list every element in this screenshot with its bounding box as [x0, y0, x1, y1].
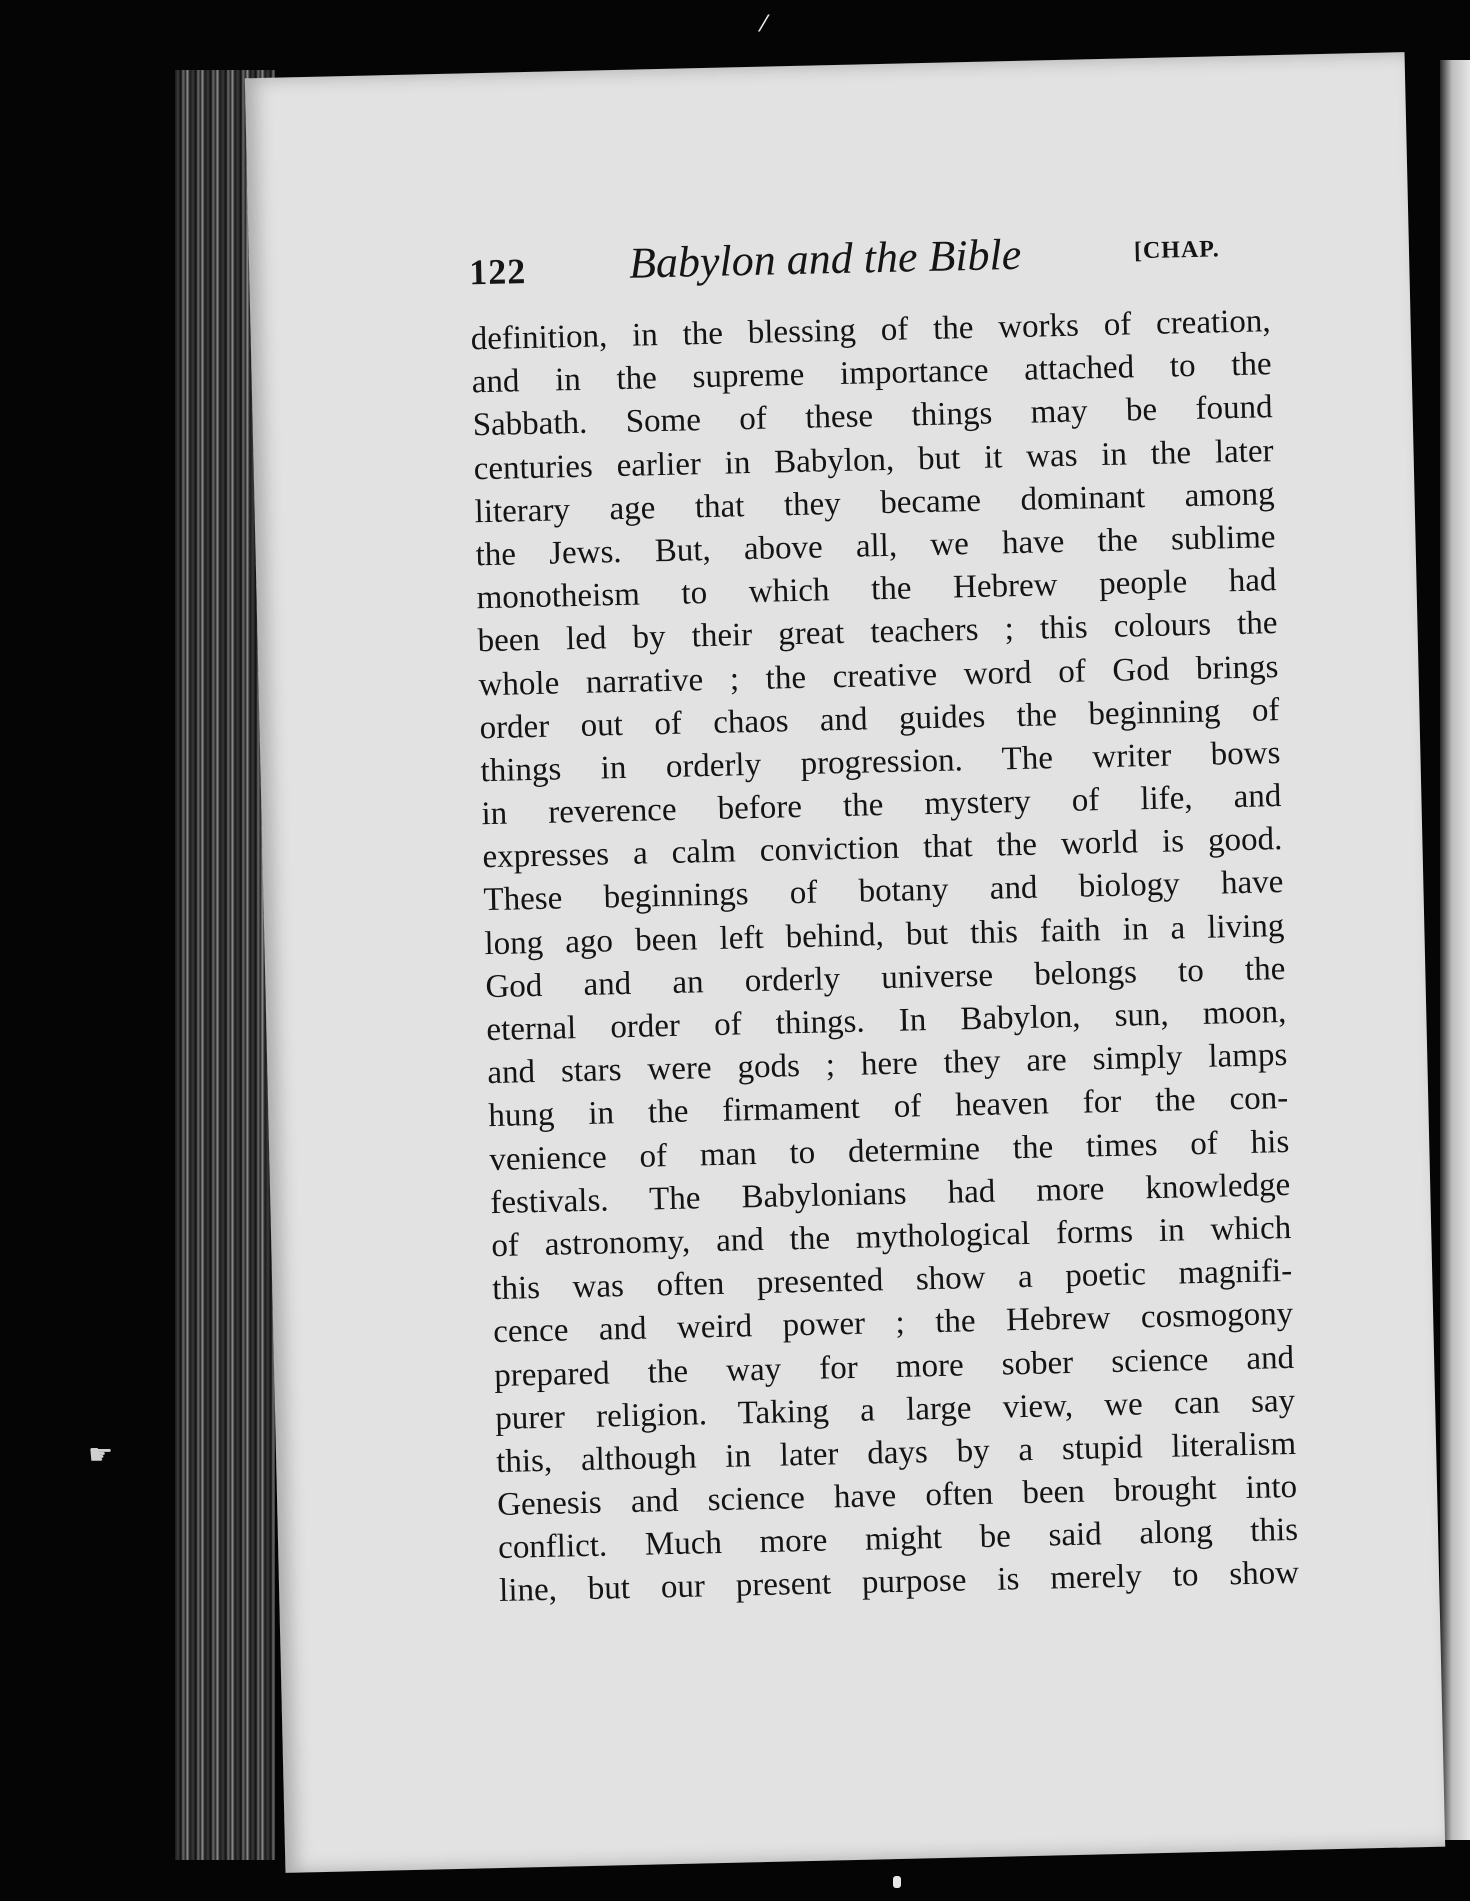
page-header: [469, 223, 1270, 301]
text-line: the Jews. But, above all, we have the sublime: [475, 519, 1276, 574]
text-line: in reverence before the mystery of life, and: [481, 778, 1282, 833]
text-line: and stars were gods ; here they are simply lamps: [487, 1037, 1288, 1092]
text-line: centuries earlier in Babylon, but it was in the later: [473, 432, 1274, 487]
body-text: [470, 300, 1299, 1613]
text-line: long ago been left behind, but this faith in a living: [484, 907, 1285, 962]
text-line: God and an orderly universe belongs to the: [485, 950, 1286, 1005]
text-line: order out of chaos and guides the beginning of: [479, 691, 1280, 746]
text-line: this was often presented show a poetic magnifi-: [491, 1253, 1293, 1308]
text-line: been led by their great teachers ; this colours the: [477, 605, 1278, 660]
text-line: purer religion. Taking a large view, we can say: [494, 1382, 1296, 1437]
book-page: [245, 52, 1445, 1873]
scan-speck: [893, 1876, 901, 1888]
facing-page-edge: [1440, 60, 1470, 1840]
text-line: prepared the way for more sober science and: [493, 1339, 1295, 1394]
text-line: things in orderly progression. The writer bows: [480, 734, 1281, 790]
text-line: of astronomy, and the mythological forms in which: [490, 1209, 1292, 1265]
text-line: cence and weird power ; the Hebrew cosmogony: [492, 1296, 1294, 1351]
text-line: definition, in the blessing of the works of creation,: [470, 303, 1271, 358]
text-line: hung in the firmament of heaven for the con-: [487, 1080, 1289, 1135]
text-line: Sabbath. Some of these things may be found: [472, 389, 1273, 444]
text-line: this, although in later days by a stupid literalism: [495, 1425, 1297, 1480]
text-line: whole narrative ; the creative word of God brings: [478, 648, 1279, 703]
text-line: eternal order of things. In Babylon, sun, moon,: [486, 994, 1287, 1049]
running-title: Babylon and the Bible: [628, 229, 1022, 288]
text-line: monotheism to which the Hebrew people had: [476, 562, 1277, 617]
text-line: conflict. Much more might be said along this: [497, 1512, 1299, 1567]
scan-mark: ⁄: [762, 12, 766, 37]
margin-pointer-mark: ☛: [88, 1438, 114, 1471]
text-line: literary age that they became dominant among: [474, 475, 1275, 531]
text-line: venience of man to determine the times of his: [488, 1123, 1290, 1178]
text-line: expresses a calm conviction that the world is good.: [482, 821, 1283, 876]
text-line: These beginnings of botany and biology have: [483, 864, 1284, 919]
page-number: 122: [468, 251, 527, 293]
text-line: line, but our present purpose is merely to show: [498, 1555, 1300, 1610]
chapter-marker: [CHAP.: [1133, 236, 1220, 265]
text-line: Genesis and science have often been brought into: [496, 1468, 1298, 1524]
text-line: and in the supreme importance attached to the: [471, 346, 1272, 401]
text-line: festivals. The Babylonians had more knowledge: [489, 1166, 1291, 1221]
